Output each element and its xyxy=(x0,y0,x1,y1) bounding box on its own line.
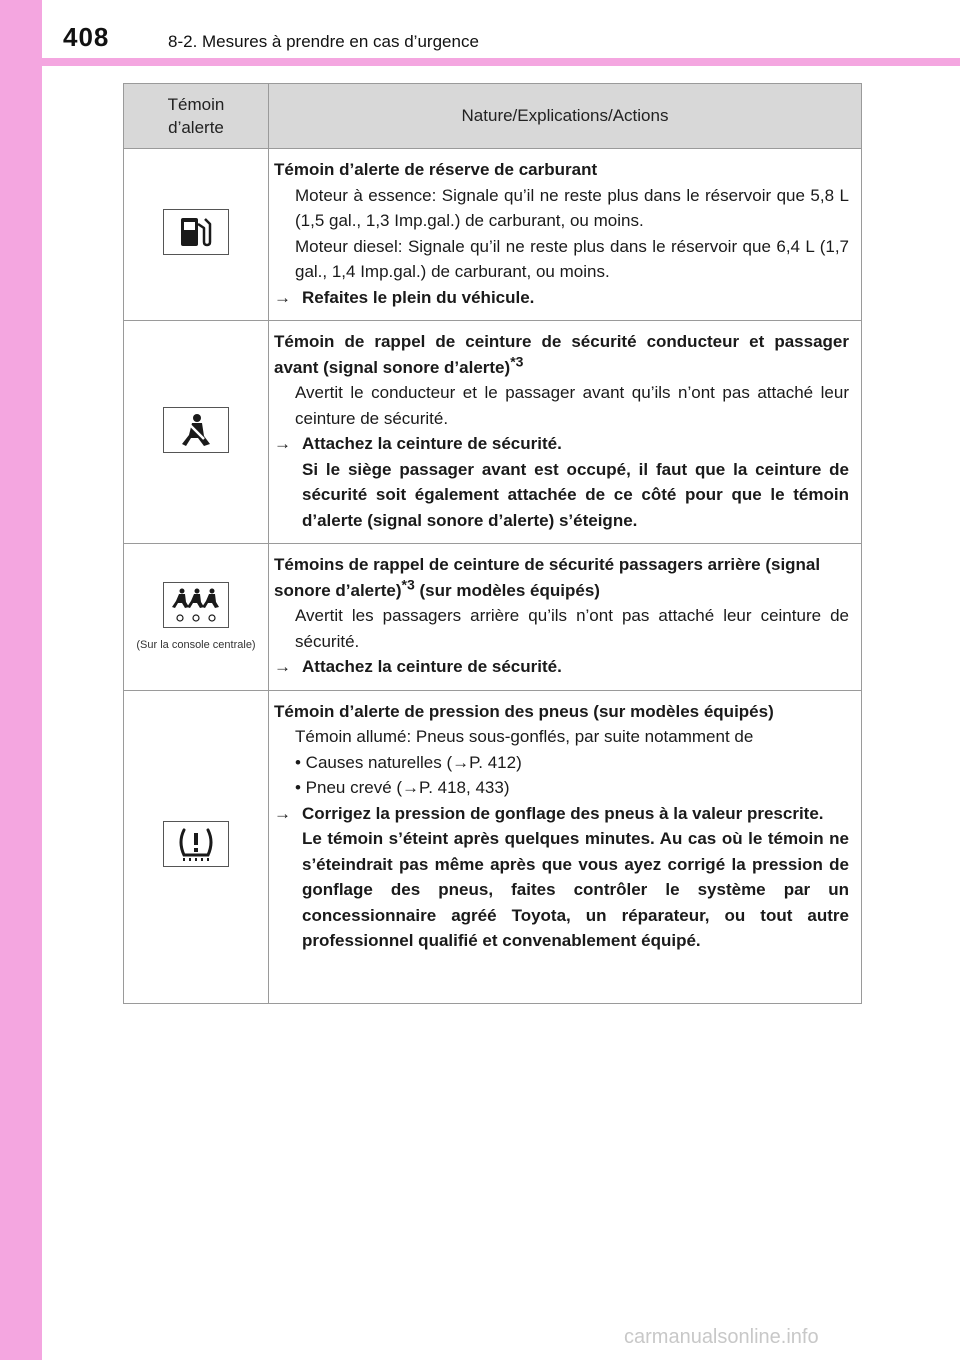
warning-title xyxy=(274,552,849,603)
action-instruction xyxy=(274,285,849,311)
action-instruction xyxy=(274,654,849,680)
explanation-text: Avertit le conducteur et le passager avant qu’ils n’ont pas attaché leur ceinture de sécurité. xyxy=(295,383,849,428)
explanation-cell xyxy=(269,544,862,691)
explanation-text: Moteur diesel: Signale qu’il ne reste plus dans le réservoir que 6,4 L (1,7 gal., 1,4 Imp.gal.) de carburant, ou moins. xyxy=(295,236,849,281)
table-row xyxy=(124,149,862,321)
arrow-icon: → xyxy=(274,434,291,453)
warning-title xyxy=(274,329,849,380)
action-detail: Le témoin s’éteint après quelques minutes. Au cas où le témoin ne s’éteindrait pas même après que vous ayez corrigé la pression de gonflage des pneus, faites contrôler le système par un concessionnaire agréé Toyota, un réparateur, ou tout autre professionnel qualifié et convenablement équipé. xyxy=(302,829,849,950)
action-detail: Si le siège passager avant est occupé, il faut que la ceinture de sécurité soit également attachée de ce côté pour que le témoin d’alerte (signal sonore d’alerte) s’éteigne. xyxy=(302,459,849,530)
indicator-cell xyxy=(124,544,269,691)
warning-title-text: Témoins de rappel de ceinture de sécurité passagers arrière (signal sonore d’alerte) xyxy=(274,555,821,600)
explanation-cell xyxy=(269,690,862,1003)
warning-title-text: Témoin de rappel de ceinture de sécurité conducteur et passager avant (signal sonore d’alerte) xyxy=(274,332,849,377)
arrow-icon: → xyxy=(274,803,291,823)
footnote-ref: *3 xyxy=(401,575,415,592)
arrow-icon: → xyxy=(274,657,291,676)
indicator-cell xyxy=(124,690,269,1003)
action-instruction xyxy=(274,431,849,457)
seatbelt-icon xyxy=(163,407,229,453)
fuel-pump-icon xyxy=(163,209,229,255)
list-item: • Causes naturelles (→P. 412) xyxy=(295,752,522,772)
action-instruction xyxy=(274,801,849,827)
arrow-icon: → xyxy=(274,287,291,307)
page-number: 408 xyxy=(63,22,110,52)
action-text: Attachez la ceinture de sécurité. xyxy=(302,434,562,453)
side-color-strip xyxy=(0,0,42,1360)
indicator-cell xyxy=(124,149,269,321)
column-header-indicator: Témoin d’alerte xyxy=(124,84,269,149)
explanation-text: Témoin allumé: Pneus sous-gonflés, par suite notamment de xyxy=(295,727,754,746)
table-row xyxy=(124,321,862,544)
footnote-ref: *3 xyxy=(510,352,524,369)
watermark: carmanualsonline.info xyxy=(624,1326,819,1348)
section-title: 8-2. Mesures à prendre en cas d’urgence xyxy=(168,32,479,51)
icon-location-note: (Sur la console centrale) xyxy=(136,639,256,652)
column-header-explanation: Nature/Explications/Actions xyxy=(269,84,862,149)
table-header-row xyxy=(124,84,862,149)
tire-pressure-icon xyxy=(163,821,229,867)
action-text: Refaites le plein du véhicule. xyxy=(302,287,535,307)
warning-title: Témoin d’alerte de réserve de carburant xyxy=(274,160,598,179)
explanation-cell xyxy=(269,149,862,321)
warning-title-suffix: (sur modèles équipés) xyxy=(414,580,600,600)
action-text: Corrigez la pression de gonflage des pneus à la valeur prescrite. xyxy=(302,803,824,823)
explanation-text: Avertit les passagers arrière qu’ils n’ont pas attaché leur ceinture de sécurité. xyxy=(295,606,849,651)
explanation-cell xyxy=(269,321,862,544)
warning-light-table xyxy=(123,83,862,1004)
list-item: • Pneu crevé (→P. 418, 433) xyxy=(295,778,510,797)
warning-title: Témoin d’alerte de pression des pneus (sur modèles équipés) xyxy=(274,701,774,721)
explanation-text: Moteur à essence: Signale qu’il ne reste plus dans le réservoir que 5,8 L (1,5 gal., 1,3 Imp.gal.) de carburant, ou moins. xyxy=(295,185,849,230)
indicator-cell xyxy=(124,321,269,544)
table-row xyxy=(124,544,862,691)
table-row xyxy=(124,690,862,1003)
header-band xyxy=(42,58,960,66)
rear-seatbelt-icon xyxy=(163,582,229,628)
action-text: Attachez la ceinture de sécurité. xyxy=(302,657,562,676)
